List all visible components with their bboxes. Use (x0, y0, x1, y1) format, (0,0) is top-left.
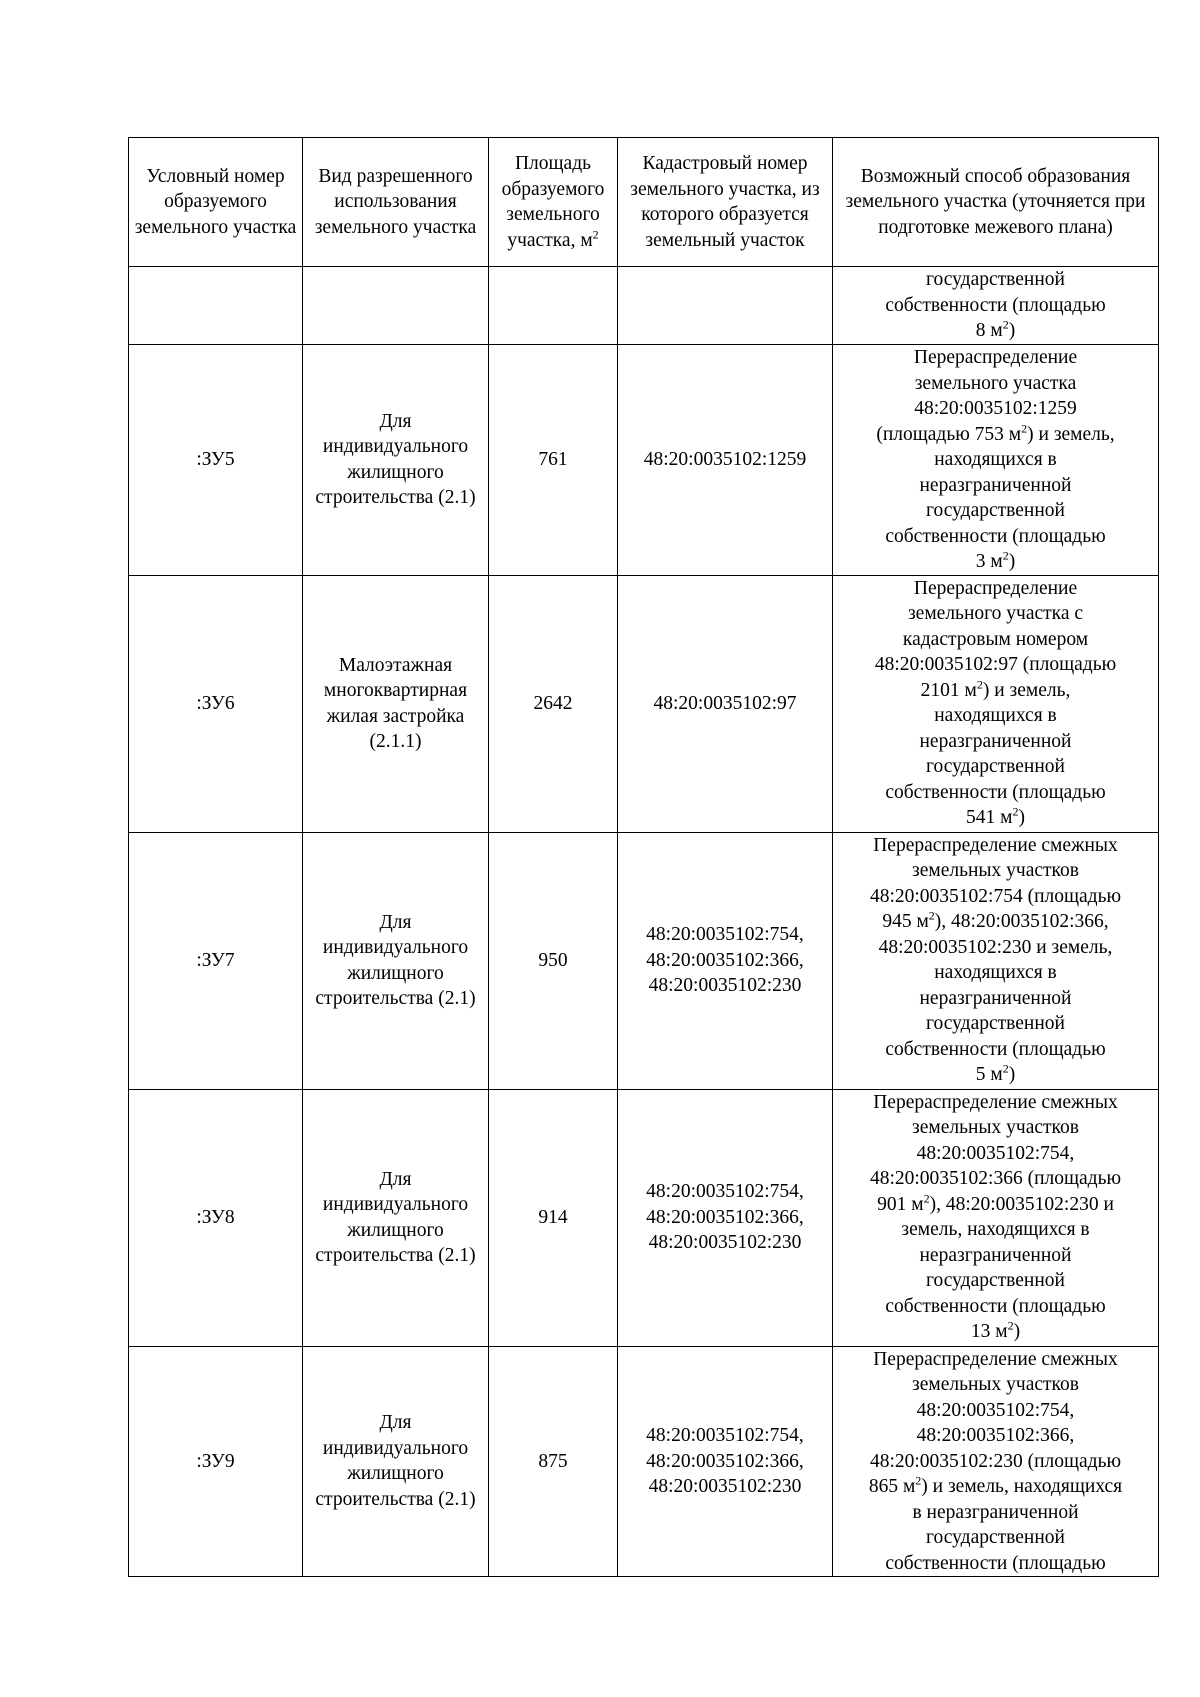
cell-permitted-use (303, 267, 489, 345)
cell-plot-number: :ЗУ6 (129, 575, 303, 832)
table-row (129, 1089, 1159, 1346)
method-exponent-1: 2 (928, 908, 935, 923)
cell-area (489, 267, 618, 345)
header-formation-method: Возможный способ образования земельного участка (уточняется при подготовке межевого плана) (833, 138, 1159, 267)
header-area-unit-exponent: 2 (592, 227, 599, 241)
cell-formation-method (833, 1089, 1159, 1346)
cell-formation-method (833, 575, 1159, 832)
method-text-c: ) (1013, 1321, 1021, 1342)
header-plot-number: Условный номер образуемого земельного участка (129, 138, 303, 267)
method-text-b: ) и земель, находящихся в неразграниченной государственной собственности (площадью (885, 1476, 1123, 1574)
cell-permitted-use: Для индивидуального жилищного строительства (2.1) (303, 1346, 489, 1577)
cell-formation-method (833, 1346, 1159, 1577)
header-area (489, 138, 618, 267)
cell-formation-method (833, 345, 1159, 576)
cell-permitted-use: Для индивидуального жилищного строительства (2.1) (303, 832, 489, 1089)
cell-formation-method (833, 832, 1159, 1089)
cell-plot-number: :ЗУ5 (129, 345, 303, 576)
method-text-a: Перераспределение земельного участка с кадастровым номером 48:20:0035102:97 (площадью 2101 м (874, 577, 1117, 701)
method-exponent-1: 2 (1021, 421, 1028, 435)
method-exponent-1: 2 (976, 677, 983, 691)
cell-area: 914 (489, 1089, 618, 1346)
cell-cadastral-number: 48:20:0035102:1259 (618, 345, 833, 576)
land-plots-table (128, 137, 1159, 1577)
cell-cadastral-number: 48:20:0035102:754, 48:20:0035102:366, 48:20:0035102:230 (618, 1089, 833, 1346)
cell-cadastral-number: 48:20:0035102:754, 48:20:0035102:366, 48:20:0035102:230 (618, 1346, 833, 1577)
method-exponent-2: 2 (1007, 1318, 1014, 1333)
method-text-a: Перераспределение земельного участка 48:20:0035102:1259 (площадью 753 м (876, 347, 1078, 445)
cell-plot-number (129, 267, 303, 345)
cell-permitted-use: Для индивидуального жилищного строительства (2.1) (303, 345, 489, 576)
cell-cadastral-number (618, 267, 833, 345)
table-row (129, 267, 1159, 345)
cell-plot-number: :ЗУ9 (129, 1346, 303, 1577)
method-text-b: ), 48:20:0035102:230 и земель, находящихся в неразграниченной государственной собственности (площадью 13 м (885, 1193, 1114, 1342)
table-row (129, 575, 1159, 832)
method-text-c: ) (1018, 807, 1025, 828)
cell-permitted-use: Малоэтажная многоквартирная жилая застройка (2.1.1) (303, 575, 489, 832)
cell-plot-number: :ЗУ8 (129, 1089, 303, 1346)
method-exponent-1: 2 (1002, 317, 1009, 332)
method-text-b: ), 48:20:0035102:366, 48:20:0035102:230 и земель, находящихся в неразграниченной государственной собственности (площадью 5 м (878, 911, 1113, 1085)
method-exponent-1: 2 (923, 1191, 930, 1205)
table-row (129, 832, 1159, 1089)
method-exponent-2: 2 (1012, 804, 1019, 819)
cell-cadastral-number: 48:20:0035102:97 (618, 575, 833, 832)
method-text-c: ) (1008, 1064, 1016, 1085)
method-exponent-2: 2 (1002, 548, 1009, 563)
method-text-b: ) (1008, 320, 1016, 341)
method-text-b: ) и земель, находящихся в неразграниченной государственной собственности (площадью 541 м (885, 679, 1106, 828)
table-header-row (129, 138, 1159, 267)
table-row (129, 1346, 1159, 1577)
method-text-a: Перераспределение смежных земельных участков 48:20:0035102:754, 48:20:0035102:366, 48:20:0035102:230 (площадью 865 м (868, 1348, 1122, 1497)
method-exponent-2: 2 (1002, 1061, 1009, 1076)
method-text-c: ) (1008, 551, 1016, 572)
cell-area: 761 (489, 345, 618, 576)
cell-area: 2642 (489, 575, 618, 832)
method-text-b: ) и земель, находящихся в неразграниченной государственной собственности (площадью 3 м (885, 423, 1115, 572)
cell-area: 950 (489, 832, 618, 1089)
header-permitted-use: Вид разрешенного использования земельного участка (303, 138, 489, 267)
method-text-a: Перераспределение смежных земельных участков 48:20:0035102:754 (площадью 945 м (869, 834, 1122, 932)
header-area-text: Площадь образуемого земельного участка, м (501, 153, 605, 251)
header-cadastral-number: Кадастровый номер земельного участка, из которого образуется земельный участок (618, 138, 833, 267)
method-exponent-1: 2 (915, 1473, 922, 1488)
table-row (129, 345, 1159, 576)
cell-formation-method (833, 267, 1159, 345)
method-text-a: государственной собственности (площадью 8 м (885, 269, 1106, 341)
cell-plot-number: :ЗУ7 (129, 832, 303, 1089)
cell-area: 875 (489, 1346, 618, 1577)
cell-cadastral-number: 48:20:0035102:754, 48:20:0035102:366, 48:20:0035102:230 (618, 832, 833, 1089)
cell-permitted-use: Для индивидуального жилищного строительства (2.1) (303, 1089, 489, 1346)
method-text-a: Перераспределение смежных земельных участков 48:20:0035102:754, 48:20:0035102:366 (площадью 901 м (869, 1091, 1122, 1215)
